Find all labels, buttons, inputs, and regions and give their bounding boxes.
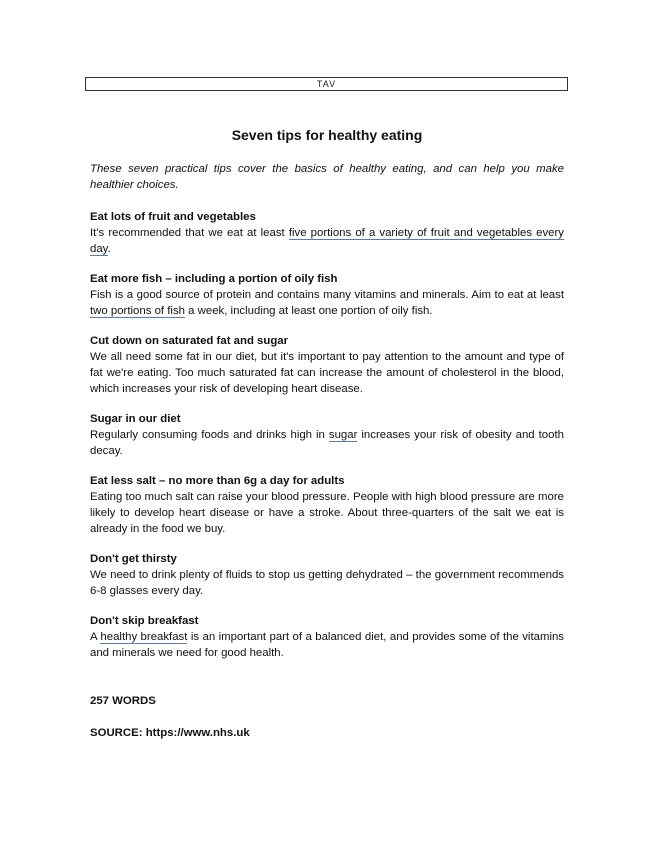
tip-body: We all need some fat in our diet, but it's important to pay attention to the amount and type of fat we're eating. Too much saturated fat can increase the amount of cholesterol in the blood, which increases your risk of developing heart disease. xyxy=(90,351,564,395)
tip-sugar xyxy=(90,411,564,459)
tip-body xyxy=(90,225,564,257)
intro-text: These seven practical tips cover the basics of healthy eating, and can help you make healthier choices. xyxy=(90,163,564,191)
header-box: TAV xyxy=(85,77,568,91)
tip-heading: Eat less salt – no more than 6g a day for adults xyxy=(90,475,345,487)
tip-heading: Don't skip breakfast xyxy=(90,615,199,627)
tips-list xyxy=(90,209,564,675)
tip-body: Eating too much salt can raise your blood pressure. People with high blood pressure are more likely to develop heart disease or have a stroke. About three-quarters of the salt we eat is already in the food we buy. xyxy=(90,491,564,535)
tip-heading: Eat lots of fruit and vegetables xyxy=(90,211,256,223)
tip-text: It's recommended that we eat at least xyxy=(90,227,289,239)
tip-breakfast xyxy=(90,613,564,661)
two-portions-fish-link[interactable]: two portions of fish xyxy=(90,305,185,317)
tip-body xyxy=(90,629,564,661)
tip-heading: Cut down on saturated fat and sugar xyxy=(90,335,289,347)
tip-text: increases your risk of obesity and tooth decay. xyxy=(90,429,564,457)
five-portions-link[interactable]: five portions of a variety of fruit and vegetables every day xyxy=(90,227,564,255)
tip-fish xyxy=(90,271,564,319)
word-count: 257 WORDS xyxy=(90,695,156,707)
tip-heading: Eat more fish – including a portion of oily fish xyxy=(90,273,338,285)
tip-thirsty xyxy=(90,551,564,599)
sugar-link[interactable]: sugar xyxy=(328,429,358,441)
page-title: Seven tips for healthy eating xyxy=(231,127,423,143)
tip-body xyxy=(90,287,564,319)
tip-saturated-fat xyxy=(90,333,564,397)
tip-text: . xyxy=(107,243,111,255)
healthy-breakfast-link[interactable]: healthy breakfast xyxy=(100,631,188,643)
tip-text: A xyxy=(90,631,101,643)
tip-salt xyxy=(90,473,564,537)
tip-text: Fish is a good source of protein and contains many vitamins and minerals. Aim to eat at least xyxy=(90,289,564,301)
tip-text: a week, including at least one portion of oily fish. xyxy=(184,305,433,317)
tip-body xyxy=(90,427,564,459)
tip-heading: Don't get thirsty xyxy=(90,553,177,565)
tip-heading: Sugar in our diet xyxy=(90,413,181,425)
tip-body: We need to drink plenty of fluids to stop us getting dehydrated – the government recommends 6-8 glasses every day. xyxy=(90,569,564,597)
tip-text: Regularly consuming foods and drinks high in xyxy=(90,429,329,441)
tip-fruit-vegetables xyxy=(90,209,564,257)
source-line: SOURCE: https://www.nhs.uk xyxy=(90,727,250,739)
tip-text: is an important part of a balanced diet, and provides some of the vitamins and minerals we need for good health. xyxy=(90,631,565,659)
